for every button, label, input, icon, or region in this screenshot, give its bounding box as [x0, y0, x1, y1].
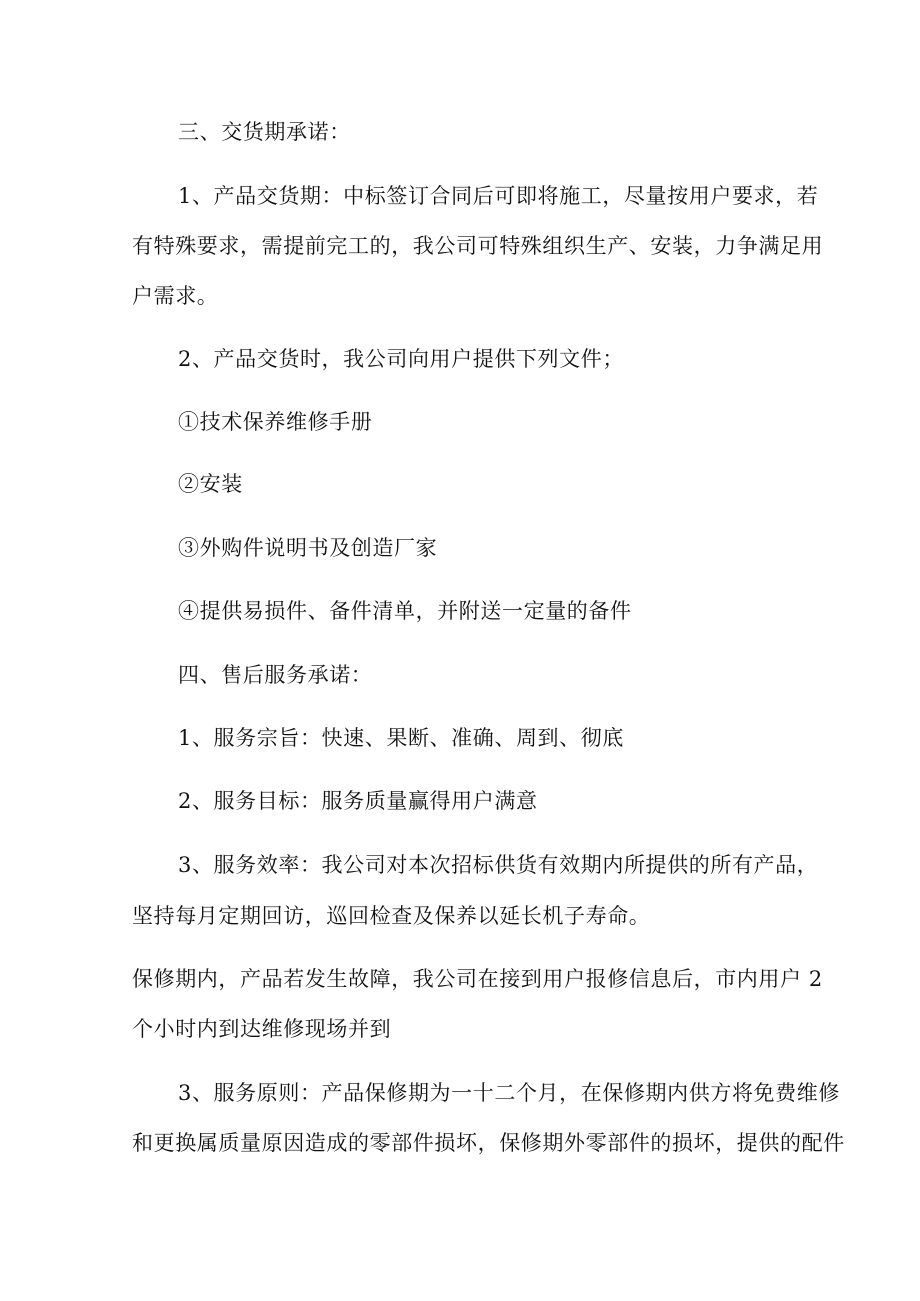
paragraph-line: 个小时内到达维修现场并到	[132, 1017, 392, 1041]
section-heading-delivery: 三、交货期承诺：	[178, 120, 351, 144]
paragraph-line: 保修期内，产品若发生故障，我公司在接到用户报修信息后，市内用户 2	[132, 967, 823, 991]
list-item: ③外购件说明书及创造厂家	[178, 536, 438, 560]
paragraph-line: 3、服务效率：我公司对本次招标供货有效期内所提供的所有产品，	[178, 853, 819, 877]
paragraph-line: 1、产品交货期：中标签订合同后可即将施工，尽量按用户要求，若	[178, 184, 819, 208]
paragraph-line: 和更换属质量原因造成的零部件损坏，保修期外零部件的损坏，提供的配件	[132, 1131, 845, 1155]
paragraph-line: 户需求。	[132, 284, 219, 308]
paragraph-line: 坚持每月定期回访，巡回检查及保养以延长机子寿命。	[132, 904, 651, 928]
paragraph-line: 有特殊要求，需提前完工的，我公司可特殊组织生产、安装，力争满足用	[132, 234, 824, 258]
list-item: ①技术保养维修手册	[178, 410, 373, 434]
paragraph-line: 3、服务原则：产品保修期为一十二个月，在保修期内供方将免费维修	[178, 1081, 840, 1105]
list-item: ②安装	[178, 472, 243, 496]
paragraph-line: 2、服务目标：服务质量赢得用户满意	[178, 789, 538, 813]
section-heading-after-sales: 四、售后服务承诺：	[178, 663, 373, 687]
list-item: ④提供易损件、备件清单，并附送一定量的备件	[178, 599, 632, 623]
paragraph-line: 1、服务宗旨：快速、果断、准确、周到、彻底	[178, 726, 624, 750]
paragraph-line: 2、产品交货时，我公司向用户提供下列文件；	[178, 347, 624, 371]
